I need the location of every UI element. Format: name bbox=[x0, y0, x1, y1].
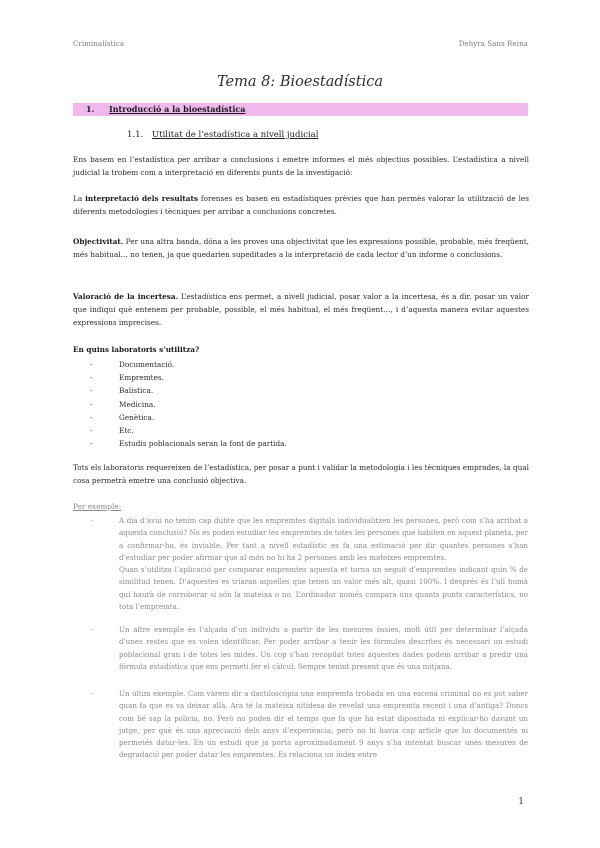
intro-paragraph: Ens basem en l’estadística per arribar a conclusions i emetre informes el més objectius possibles. L’estadística a nivell judicial la trobem com a interpretació en diferents punts de la investigació: bbox=[73, 155, 529, 177]
section-heading bbox=[73, 103, 528, 116]
uncertainty-paragraph bbox=[73, 290, 529, 329]
subsection-number: 1.1. bbox=[127, 130, 144, 140]
examples-label: Per exemple: bbox=[73, 502, 122, 511]
example-height: - Un altre exemple és l’alçada d’un individu a partir de les mesures òssies, molt útil per determinar l’alçada d’unes restes que es volen identificar. Per poder arribar a tenir les fórmules descrites és necessari un estudi poblacional gran i de totes les mides. Un cop s’han recopilat totes aquestes dades podem arribar a predir una fórmula estadística que ens permeti fer el càlcul. Sempre tenint present que és una mitjana. bbox=[119, 624, 528, 673]
subsection-title: Utilitat de l’estadística a nivell judicial bbox=[152, 130, 319, 140]
list-item: - Estudis poblacionals seran la font de partida. bbox=[90, 439, 287, 449]
list-item: - Etc. bbox=[90, 426, 134, 436]
conclusion-paragraph: Tots els laboratoris requereixen de l’estadística, per posar a punt i validar la metodologia i les tècniques emprades, la qual cosa permetrà emetre una conclusió objectiva. bbox=[73, 463, 529, 485]
interpretation-paragraph bbox=[73, 192, 529, 218]
objectivity-term: Objectivitat. bbox=[73, 237, 124, 246]
example-height-text: Un altre exemple és l’alçada d’un individu a partir de les mesures òssies, molt útil per determinar l’alçada d’unes restes que es volen identificar. Per poder arribar a tenir les fórmules descrites és necessari un estudi poblacional gran i de totes les mides. Un cop s’han recopilat totes aquestes dades podem arribar a predir una fórmula estadística que ens permeti fer el càlcul. Sempre tenint present que és una mitjana. bbox=[119, 625, 528, 671]
example-fingerprints-p1: A dia d’avui no tenim cap dubte que les empremtes digitals individualitzen les persones, però com s’ha arribat a aquesta conclusió? No es poden estudiar les empremtes de totes les persones que habiten en aquest planeta, per a confirmar-ho, és inviable. Per tant a nivell estadístic es fa una estimació per dir quantes persones s’han d’estudiar per poder afirmar que al món no hi ha 2 persones amb les mateixes empremtes. bbox=[119, 516, 528, 562]
labs-list bbox=[73, 358, 523, 450]
list-item: - Medicina. bbox=[90, 399, 156, 409]
example-dating-text: Un últim exemple. Com vàrem dir a dactiloscòpia una empremta trobada en una escena criminal no es pot saber quan fa que es va deixar allà. Ara té la mateixa nitidesa de revelat una empremta recent i una d’antiga? Doncs com bé sap la policia, no. Però no poden dir el temps que fa que ha estat dipositada ni explicar-ho davant un jutge, per què és una apreciació dels anys d’experiència, però no hi havia cap article que ho documentés ni permetés datar-les. En un estudi que ja porta aproximadament 9 anys s’ha intentat buscar unes mesures de degradació per poder datar les empremtes. Es relaciona un índex entre bbox=[119, 689, 528, 760]
uncertainty-term: Valoració de la incertesa. bbox=[73, 292, 179, 301]
uncertainty-text: L’estadística ens permet, a nivell judicial, posar valor a la incertesa, és a dir, posar un valor que indiqui què entenem per probable, possible, el més habitual, el més freqüent…, i d’aquesta manera evitar aquestes expressions imprecises. bbox=[73, 292, 530, 327]
list-item: - Genètica. bbox=[90, 412, 155, 422]
list-item: - Empremtes. bbox=[90, 373, 164, 383]
section-number: 1. bbox=[86, 104, 95, 114]
section-title: Introducció a la bioestadística bbox=[109, 104, 246, 114]
example-fingerprints-p2: Quan s’utilitza l’aplicació per comparar empremtes aquesta et torna un seguit d’empremtes indicant quin % de similitud tenen. D’aquestes es triaran aquelles que tenen un valor més alt, quasi 100%. I després és l’ull humà qui haurà de corroborar si són la mateixa o no. L’ordinador només compara uns quants punts característics, no tota l’empremta. bbox=[119, 565, 528, 612]
example-dating: - Un últim exemple. Com vàrem dir a dactiloscòpia una empremta trobada en una escena criminal no es pot saber quan fa que es va deixar allà. Ara té la mateixa nitidesa de revelat una empremta recent i una d’antiga? Doncs com bé sap la policia, no. Però no poden dir el temps que fa que ha estat dipositada ni explicar-ho davant un jutge, per què és una apreciació dels anys d’experiència, però no hi havia cap article que ho documentés ni permetés datar-les. En un estudi que ja porta aproximadament 9 anys s’ha intentat buscar unes mesures de degradació per poder datar les empremtes. Es relaciona un índex entre bbox=[119, 688, 528, 762]
page-number: 1 bbox=[518, 797, 524, 807]
objectivity-text: Per una altra banda, dóna a les proves una objectivitat que les expressions possible, probable, més freqüent, més habitual… no tenen, ja que quedarien supeditades a la interpretació de cada lector d’un informe o conclusions. bbox=[73, 237, 529, 259]
objectivity-paragraph bbox=[73, 235, 529, 261]
header-author: Dehyra Sans Reina bbox=[458, 40, 528, 48]
example-fingerprints: - A dia d’avui no tenim cap dubte que les empremtes digitals individualitzen les persones, però com s’ha arribat a aquesta conclusió? No es poden estudiar les empremtes de totes les persones que habiten en aquest planeta, per a confirmar-ho, és inviable. Per tant a nivell estadístic es fa una estimació per dir quantes persones s’han d’estudiar per poder afirmar que al món no hi ha 2 persones amb les mateixes empremtes. Quan s’utilitza l’aplicació per comparar empremtes aquesta et torna un seguit d’empremtes indicant quin % de similitud tenen. D’aquestes es triaran aquelles que tenen un valor més alt, quasi 100%. I després és l’ull humà qui haurà de corroborar si són la mateixa o no. L’ordinador només compara uns quants punts característics, no tota l’empremta. bbox=[119, 515, 528, 613]
list-item: - Balística. bbox=[90, 386, 154, 396]
header-subject: Criminalística bbox=[73, 40, 125, 48]
page-title: Tema 8: Bioestadística bbox=[217, 74, 383, 90]
list-item: - Documentació. bbox=[90, 360, 175, 369]
labs-heading: En quins laboratoris s’utilitza? bbox=[73, 345, 200, 354]
interpretation-text: forenses es basen en estadístiques prèvies que han permès valorar la utilització de les diferents metodologies i tècniques per arribar a conclusions concretes. bbox=[73, 194, 529, 216]
interpretation-term: interpretació dels resultats bbox=[85, 194, 198, 203]
interpretation-prefix: La bbox=[73, 194, 86, 203]
